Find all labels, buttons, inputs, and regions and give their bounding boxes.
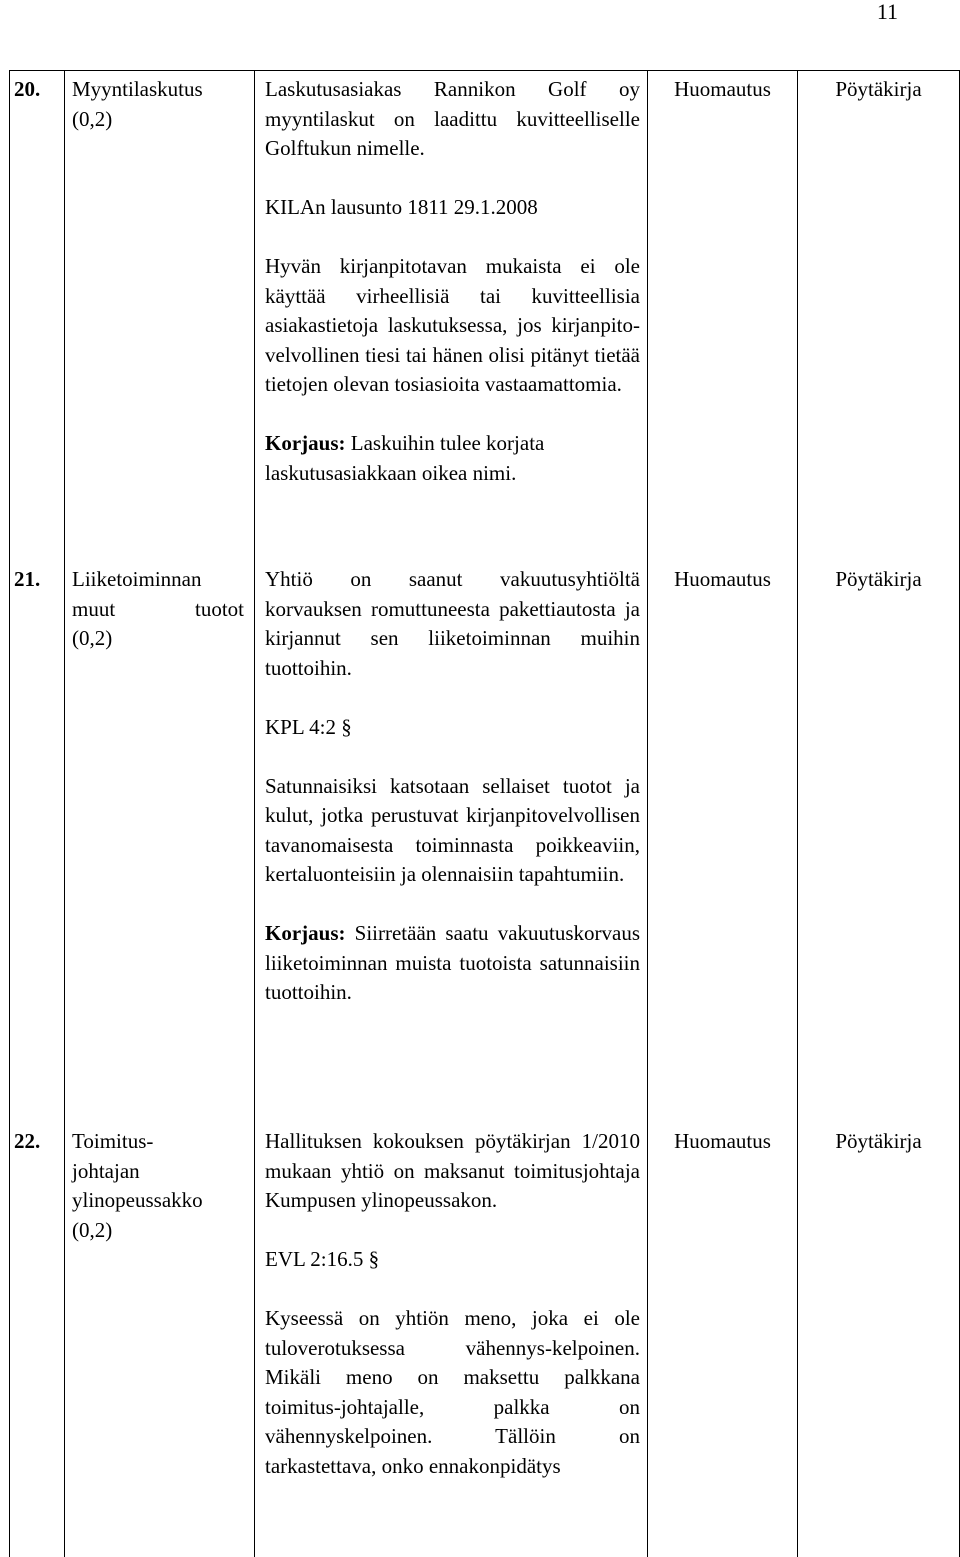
subject-line: Myyntilaskutus <box>72 77 203 101</box>
legal-explanation: Satunnaisiksi katsotaan sellaiset tuotot ja kulut, jotka perustuvat kirjanpitovelvollisen tavanomaisesta toiminnasta poikkeaviin, kertaluonteisiin ja olennaisiin tapahtumiin. <box>265 773 640 886</box>
legal-reference: KPL 4:2 § <box>265 714 352 739</box>
finding-description <box>255 71 648 564</box>
subject-line: (0,2) <box>72 626 113 650</box>
finding-row-21 <box>10 563 960 1125</box>
correction-text: Laskuihin tulee korjata laskutusasiakkaan oikea nimi. <box>265 431 545 485</box>
page-number: 11 <box>876 0 898 24</box>
classification: Huomautus <box>648 1125 798 1557</box>
finding-subject <box>65 563 255 1125</box>
classification: Huomautus <box>648 71 798 564</box>
legal-explanation: Kyseessä on yhtiön meno, joka ei ole tuloverotuksessa vähennys-kelpoinen. Mikäli meno on maksettu palkkana toimitus-johtajalle, palkka on vähennyskelpoinen. Tällöin on tarkastettava, onko ennakonpidätys <box>265 1306 640 1478</box>
finding-subject <box>65 1125 255 1557</box>
finding-row-22 <box>10 1125 960 1557</box>
classification: Huomautus <box>648 563 798 1125</box>
subject-line: ylinopeussakko <box>72 1188 203 1212</box>
correction-text: Siirretään saatu vakuutuskorvaus liiketoiminnan muista tuotoista satunnaisiin tuottoihin. <box>265 921 641 1004</box>
legal-explanation: Hyvän kirjanpitotavan mukaista ei ole käyttää virheellisiä tai kuvitteellisia asiakastietoja laskutuksessa, jos kirjanpito-velvollinen tiesi tai hänen olisi pitänyt tietää tietojen olevan tosiasioita vastaamattomia. <box>265 254 640 396</box>
subject-line: (0,2) <box>72 106 113 131</box>
finding-row-20 <box>10 71 960 564</box>
finding-subject <box>65 71 255 564</box>
correction-label: Korjaus: <box>265 431 346 455</box>
subject-line: johtajan <box>72 1158 140 1183</box>
legal-reference: KILAn lausunto 1811 29.1.2008 <box>265 195 538 219</box>
subject-line: Liiketoiminnan muut tuotot <box>72 567 244 621</box>
subject-line: (0,2) <box>72 1217 113 1242</box>
report-type: Pöytäkirja <box>798 1125 960 1557</box>
report-type: Pöytäkirja <box>798 563 960 1125</box>
row-number: 20. <box>10 71 65 564</box>
audit-findings-table <box>9 70 960 1557</box>
finding-text: Laskutusasiakas Rannikon Golf oy myyntilaskut on laadittu kuvitteelliselle Golftukun nimelle. <box>265 77 640 160</box>
finding-text: Hallituksen kokouksen pöytäkirjan 1/2010 mukaan yhtiö on maksanut toimitusjohtaja Kumpusen ylinopeussakon. <box>265 1129 640 1212</box>
finding-text: Yhtiö on saanut vakuutusyhtiöltä korvauksen romuttuneesta pakettiautosta ja kirjannut sen liiketoiminnan muihin tuottoihin. <box>265 567 640 680</box>
correction <box>265 429 640 488</box>
row-number: 21. <box>10 563 65 1125</box>
finding-description <box>255 1125 648 1557</box>
correction-label: Korjaus: <box>265 921 346 945</box>
correction <box>265 919 640 1008</box>
finding-description <box>255 563 648 1125</box>
row-number: 22. <box>10 1125 65 1557</box>
subject-line: Toimitus- <box>72 1129 154 1153</box>
report-type: Pöytäkirja <box>798 71 960 564</box>
legal-reference: EVL 2:16.5 § <box>265 1247 380 1271</box>
